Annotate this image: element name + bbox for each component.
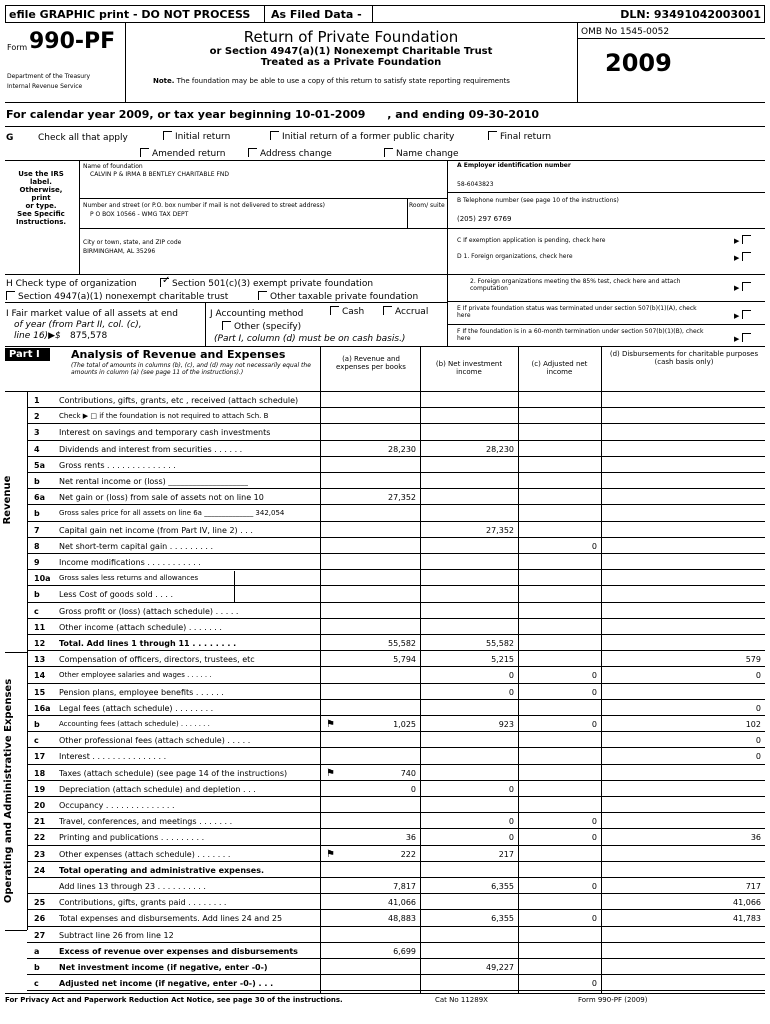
row-divider — [27, 569, 765, 570]
foreign-org-checkbox[interactable]: ▶ — [734, 252, 754, 263]
column-d-header: (d) Disbursements for charitable purposes (cash basis only) — [609, 350, 759, 366]
line-number: a — [34, 947, 40, 956]
row-divider — [27, 504, 765, 505]
cell-col-b[interactable]: 6,355 — [491, 882, 514, 891]
line-label: Excess of revenue over expenses and disbursements — [59, 947, 298, 956]
line-label: Total expenses and disbursements. Add lines 24 and 25 — [59, 914, 283, 923]
form-subtitle-2: Treated as a Private Foundation — [260, 57, 442, 68]
section-g-lead: Check all that apply — [38, 133, 128, 143]
checkbox-address-change[interactable]: Address change — [248, 148, 332, 159]
line-number: b — [34, 720, 40, 729]
row-divider — [27, 780, 765, 781]
line-number: c — [34, 979, 39, 988]
row-divider — [27, 553, 765, 554]
line-label: Gross profit or (loss) (attach schedule) . . . . . — [59, 607, 239, 616]
cell-col-c[interactable]: 0 — [591, 671, 597, 680]
omb-number: OMB No 1545-0052 — [581, 27, 670, 37]
part1-tag: Part I — [5, 348, 50, 361]
line-number: 9 — [34, 558, 40, 567]
cell-col-b[interactable]: 5,215 — [491, 655, 514, 664]
cell-col-b[interactable]: 28,230 — [486, 445, 514, 454]
checkbox-amended-return[interactable]: Amended return — [140, 148, 226, 159]
line-label: Capital gain net income (from Part IV, line 2) . . . — [59, 526, 253, 535]
line-label: Gross rents . . . . . . . . . . . . . . — [59, 461, 176, 470]
line-label: Taxes (attach schedule) (see page 14 of the instructions) — [59, 769, 288, 778]
dept-treasury: Department of the Treasury — [7, 73, 91, 80]
cell-col-d[interactable]: 0 — [755, 671, 761, 680]
line-label: Dividends and interest from securities . . . . . . — [59, 445, 243, 454]
line-number: 22 — [34, 833, 46, 842]
foundation-name: CALVIN P & IRMA B BENTLEY CHARITABLE FND — [90, 171, 230, 178]
footer-privacy-notice: For Privacy Act and Paperwork Reduction Act Notice, see page 30 of the instructions. — [5, 996, 343, 1004]
line-label: Total. Add lines 1 through 11 . . . . . . . . — [59, 639, 237, 648]
line-label: Interest on savings and temporary cash investments — [59, 428, 271, 437]
cell-col-c[interactable]: 0 — [591, 833, 597, 842]
row-divider — [27, 845, 765, 846]
line-number: 5a — [34, 461, 45, 470]
line-number: 16a — [34, 704, 51, 713]
row-divider — [27, 618, 765, 619]
cell-col-b[interactable]: 0 — [508, 785, 514, 794]
column-b-header: (b) Net investment income — [435, 360, 503, 376]
cell-col-a[interactable]: 7,817 — [393, 882, 416, 891]
part1-description: (The total of amounts in columns (b), (c), and (d) may not necessarily equal the amounts in column (a) (see page 11 of the instructions).) — [71, 362, 311, 376]
row-divider — [27, 715, 765, 716]
cell-col-a[interactable]: 27,352 — [388, 493, 416, 502]
line-number: b — [34, 963, 40, 972]
row-divider — [27, 602, 765, 603]
row-divider — [27, 942, 765, 943]
row-divider — [27, 861, 765, 862]
line-label: Legal fees (attach schedule) . . . . . . . . — [59, 704, 214, 713]
row-divider — [27, 828, 765, 829]
line-label: Pension plans, employee benefits . . . . . . — [59, 688, 224, 697]
line-number: 24 — [34, 866, 46, 875]
row-divider — [27, 521, 765, 522]
checkbox-accrual[interactable]: Accrual — [383, 306, 428, 317]
line-label: Printing and publications . . . . . . . . . — [59, 833, 205, 842]
checkbox-4947a1[interactable]: Section 4947(a)(1) nonexempt charitable trust — [6, 291, 228, 302]
row-divider — [27, 909, 765, 910]
dept-irs: Internal Revenue Service — [7, 83, 83, 90]
form-title: Return of Private Foundation — [243, 28, 459, 46]
telephone-label: B Telephone number (see page 10 of the instructions) — [457, 197, 619, 204]
fmv-label-2: of year (from Part II, col. (c), — [14, 320, 142, 330]
line-number: c — [34, 736, 39, 745]
row-divider — [27, 440, 765, 441]
line-number: 1 — [34, 396, 40, 405]
row-divider — [27, 699, 765, 700]
line-label: Interest . . . . . . . . . . . . . . . — [59, 752, 167, 761]
footer-cat-number: Cat No 11289X — [435, 996, 488, 1004]
part1-title: Analysis of Revenue and Expenses — [71, 348, 286, 361]
cell-col-d[interactable]: 717 — [745, 882, 761, 891]
line-number: 2 — [34, 412, 40, 421]
row-divider — [27, 747, 765, 748]
line-10-inner-box — [234, 571, 235, 603]
attachment-icon[interactable]: ⚑ — [326, 768, 335, 779]
street-address: P O BOX 10566 - WMG TAX DEPT — [90, 211, 189, 218]
cell-col-b[interactable]: 6,355 — [491, 914, 514, 923]
cell-col-b[interactable]: 0 — [508, 671, 514, 680]
foreign-org-label: D 1. Foreign organizations, check here — [457, 253, 573, 260]
footer-form-number: Form 990-PF (2009) — [578, 996, 648, 1004]
dln-number: DLN: 93491042003001 — [620, 8, 761, 21]
telephone-value: (205) 297 6769 — [457, 215, 512, 223]
cell-col-c[interactable]: 0 — [591, 882, 597, 891]
cell-col-a[interactable]: 55,582 — [388, 639, 416, 648]
line-number: 26 — [34, 914, 46, 923]
filed-banner: As Filed Data - — [271, 8, 362, 21]
line-label: Contributions, gifts, grants, etc , received (attach schedule) — [59, 396, 299, 405]
line-label: Travel, conferences, and meetings . . . . . . . — [59, 817, 233, 826]
cell-col-d[interactable]: 0 — [755, 704, 761, 713]
form-number: 990-PF — [29, 29, 116, 54]
line-number: 25 — [34, 898, 46, 907]
cell-col-c[interactable]: 0 — [591, 542, 597, 551]
row-divider — [27, 634, 765, 635]
row-divider — [27, 990, 765, 991]
row-divider — [27, 812, 765, 813]
section-g-letter: G — [6, 133, 14, 143]
row-divider — [27, 796, 765, 797]
note-label: Note. — [153, 77, 175, 85]
line-label: Depreciation (attach schedule) and depletion . . . — [59, 785, 256, 794]
line-label: Gross sales less returns and allowances — [59, 574, 199, 582]
cell-col-d[interactable]: 41,783 — [733, 914, 761, 923]
attachment-icon[interactable]: ⚑ — [326, 849, 335, 860]
column-c-header: (c) Adjusted net income — [531, 360, 588, 376]
line-label: Net gain or (loss) from sale of assets not on line 10 — [59, 493, 264, 502]
line-label: Occupancy . . . . . . . . . . . . . . — [59, 801, 175, 810]
line-label: Contributions, gifts, grants paid . . . . . . . . — [59, 898, 227, 907]
line-label: Less Cost of goods sold . . . . — [59, 590, 174, 599]
line-label: Add lines 13 through 23 . . . . . . . . . . — [59, 882, 206, 891]
checkbox-other-method[interactable]: Other (specify) — [222, 321, 301, 332]
line-number: 8 — [34, 542, 40, 551]
cell-col-c[interactable]: 0 — [591, 720, 597, 729]
cell-col-c[interactable]: 0 — [591, 979, 597, 988]
line-label: Net rental income or (loss) ____________________ — [59, 477, 249, 486]
foundation-name-label: Name of foundation — [83, 163, 143, 170]
cell-col-a[interactable]: 28,230 — [388, 445, 416, 454]
checkbox-initial-former-charity[interactable]: Initial return of a former public charity — [270, 131, 454, 142]
note-text: The foundation may be able to use a copy of this return to satisfy state reporting requirements — [176, 77, 510, 85]
side-label-revenue: Revenue — [2, 475, 13, 525]
city-label: City or town, state, and ZIP code — [83, 239, 182, 246]
cell-col-b[interactable]: 923 — [498, 720, 514, 729]
line-label: Total operating and administrative expenses. — [59, 866, 264, 875]
cell-col-a[interactable]: 48,883 — [388, 914, 416, 923]
line-label: Gross sales price for all assets on line 6a ______________ 342,054 — [59, 509, 285, 517]
exemption-pending-checkbox[interactable]: ▶ — [734, 235, 754, 246]
cell-col-a[interactable]: 1,025 — [393, 720, 416, 729]
side-label-expenses: Operating and Administrative Expenses — [3, 678, 14, 904]
tax-year-ending: , and ending 09-30-2010 — [387, 108, 540, 121]
line-number: c — [34, 607, 39, 616]
line-number: 4 — [34, 445, 40, 454]
form-header — [5, 23, 765, 103]
checkbox-other-taxable[interactable]: Other taxable private foundation — [258, 291, 418, 302]
cell-col-b[interactable]: 217 — [498, 850, 514, 859]
cell-col-b[interactable]: 55,582 — [486, 639, 514, 648]
ein-value: 58-6043823 — [457, 181, 494, 188]
cell-col-a[interactable]: 5,794 — [393, 655, 416, 664]
line-label: Net investment income (if negative, enter -0-) — [59, 963, 268, 972]
line-label: Subtract line 26 from line 12 — [59, 931, 174, 940]
line-number: 17 — [34, 752, 46, 761]
line-number: 12 — [34, 639, 46, 648]
cell-col-d[interactable]: 36 — [750, 833, 761, 842]
checkbox-final-return[interactable]: Final return — [488, 131, 551, 142]
cell-col-b[interactable]: 0 — [508, 817, 514, 826]
line-number: 20 — [34, 801, 46, 810]
row-divider — [27, 537, 765, 538]
cell-col-a[interactable]: 222 — [400, 850, 416, 859]
line-number: b — [34, 590, 40, 599]
line-number: 7 — [34, 526, 40, 535]
efile-banner: efile GRAPHIC print - DO NOT PROCESS — [9, 8, 251, 21]
line-label: Other professional fees (attach schedule) . . . . . — [59, 736, 251, 745]
row-divider — [27, 974, 765, 975]
cell-col-b[interactable]: 49,227 — [486, 963, 514, 972]
row-divider — [27, 731, 765, 732]
cell-col-d[interactable]: 102 — [745, 720, 761, 729]
line-number: b — [34, 509, 40, 518]
accounting-method-label: J Accounting method — [210, 309, 304, 319]
line-label: Adjusted net income (if negative, enter -0-) . . . — [59, 979, 274, 988]
cell-col-a[interactable]: 41,066 — [388, 898, 416, 907]
city-state-zip: BIRMINGHAM, AL 35296 — [83, 248, 156, 255]
row-divider — [27, 764, 765, 765]
cell-col-b[interactable]: 0 — [508, 688, 514, 697]
attachment-icon[interactable]: ⚑ — [326, 719, 335, 730]
line-number: 6a — [34, 493, 45, 502]
cell-col-a[interactable]: 36 — [405, 833, 416, 842]
checkbox-cash[interactable]: Cash — [330, 306, 364, 317]
line-label: Income modifications . . . . . . . . . . . — [59, 558, 201, 567]
exemption-pending-label: C If exemption application is pending, check here — [457, 237, 606, 244]
row-divider — [27, 585, 765, 586]
row-divider — [27, 650, 765, 651]
row-divider — [27, 666, 765, 667]
ein-label: A Employer identification number — [457, 162, 571, 169]
checkbox-501c3[interactable]: ✓ Section 501(c)(3) exempt private foundation — [160, 278, 373, 289]
row-divider — [27, 893, 765, 894]
foreign-85-checkbox[interactable]: ▶ — [734, 282, 754, 293]
line-number: 18 — [34, 769, 46, 778]
line-number: 27 — [34, 931, 46, 940]
cell-col-c[interactable]: 0 — [591, 914, 597, 923]
line-number: 23 — [34, 850, 46, 859]
row-divider — [27, 407, 765, 408]
street-label: Number and street (or P.O. box number if mail is not delivered to street address) — [83, 202, 326, 209]
fmv-label-3: line 16)▶$ — [14, 331, 61, 341]
checkbox-initial-return[interactable]: Initial return — [163, 131, 230, 142]
line-label: Accounting fees (attach schedule) . . . . . . . — [59, 720, 210, 728]
row-divider — [27, 877, 765, 878]
row-divider — [27, 958, 765, 959]
line-number: 19 — [34, 785, 46, 794]
row-divider — [27, 926, 765, 927]
line-number: 3 — [34, 428, 40, 437]
cell-col-b[interactable]: 0 — [508, 833, 514, 842]
line-label: Other expenses (attach schedule) . . . . . . . — [59, 850, 231, 859]
line-number: 21 — [34, 817, 46, 826]
form-subtitle-1: or Section 4947(a)(1) Nonexempt Charitable Trust — [209, 46, 493, 57]
tax-year-beginning: For calendar year 2009, or tax year beginning 10-01-2009 — [6, 108, 366, 121]
line-label: Check ▶ □ if the foundation is not required to attach Sch. B — [59, 412, 269, 420]
line-label: Other income (attach schedule) . . . . . . . — [59, 623, 222, 632]
cell-col-a[interactable]: 0 — [410, 785, 416, 794]
row-divider — [27, 472, 765, 473]
line-label: Other employee salaries and wages . . . . . . — [59, 671, 212, 679]
cell-col-d[interactable]: 0 — [755, 752, 761, 761]
cell-col-a[interactable]: 740 — [400, 769, 416, 778]
top-bar — [5, 5, 765, 23]
checkbox-name-change[interactable]: Name change — [384, 148, 459, 159]
use-irs-label: Use the IRS label. Otherwise, print or type. See Specific Instructions. — [15, 170, 67, 226]
cell-col-c[interactable]: 0 — [591, 688, 597, 697]
section-h-lead: H Check type of organization — [6, 279, 137, 289]
row-divider — [27, 423, 765, 424]
line-number: 14 — [34, 671, 46, 680]
cell-col-d[interactable]: 579 — [745, 655, 761, 664]
line-number: 10a — [34, 574, 51, 583]
row-divider — [27, 488, 765, 489]
line-label: Compensation of officers, directors, trustees, etc — [59, 655, 255, 664]
form-label: Form — [7, 43, 28, 52]
tax-year: 2009 — [605, 49, 672, 77]
line-label: Net short-term capital gain . . . . . . . . . — [59, 542, 214, 551]
line-number: 11 — [34, 623, 46, 632]
room-suite-label: Room/ suite — [409, 202, 445, 209]
fmv-value: 875,578 — [70, 331, 108, 341]
foreign-85-label: 2. Foreign organizations meeting the 85% test, check here and attach computation — [470, 278, 681, 292]
cell-col-b[interactable]: 27,352 — [486, 526, 514, 535]
column-a-header: (a) Revenue and expenses per books — [336, 355, 406, 371]
cash-basis-note: (Part I, column (d) must be on cash basis.) — [214, 334, 406, 344]
cell-col-d[interactable]: 0 — [755, 736, 761, 745]
line-number: 13 — [34, 655, 46, 664]
row-divider — [27, 683, 765, 684]
cell-col-c[interactable]: 0 — [591, 817, 597, 826]
status-terminated-label: E If private foundation status was terminated under section 507(b)(1)(A), check here — [457, 305, 697, 319]
sixty-month-checkbox[interactable]: ▶ — [734, 333, 754, 344]
cell-col-a[interactable]: 6,699 — [393, 947, 416, 956]
line-number: 15 — [34, 688, 46, 697]
line-number: b — [34, 477, 40, 486]
sixty-month-label: F If the foundation is in a 60-month termination under section 507(b)(1)(B), check here — [457, 328, 704, 342]
cell-col-d[interactable]: 41,066 — [733, 898, 761, 907]
status-terminated-checkbox[interactable]: ▶ — [734, 310, 754, 321]
fmv-label-1: I Fair market value of all assets at end — [6, 309, 178, 319]
row-divider — [27, 456, 765, 457]
